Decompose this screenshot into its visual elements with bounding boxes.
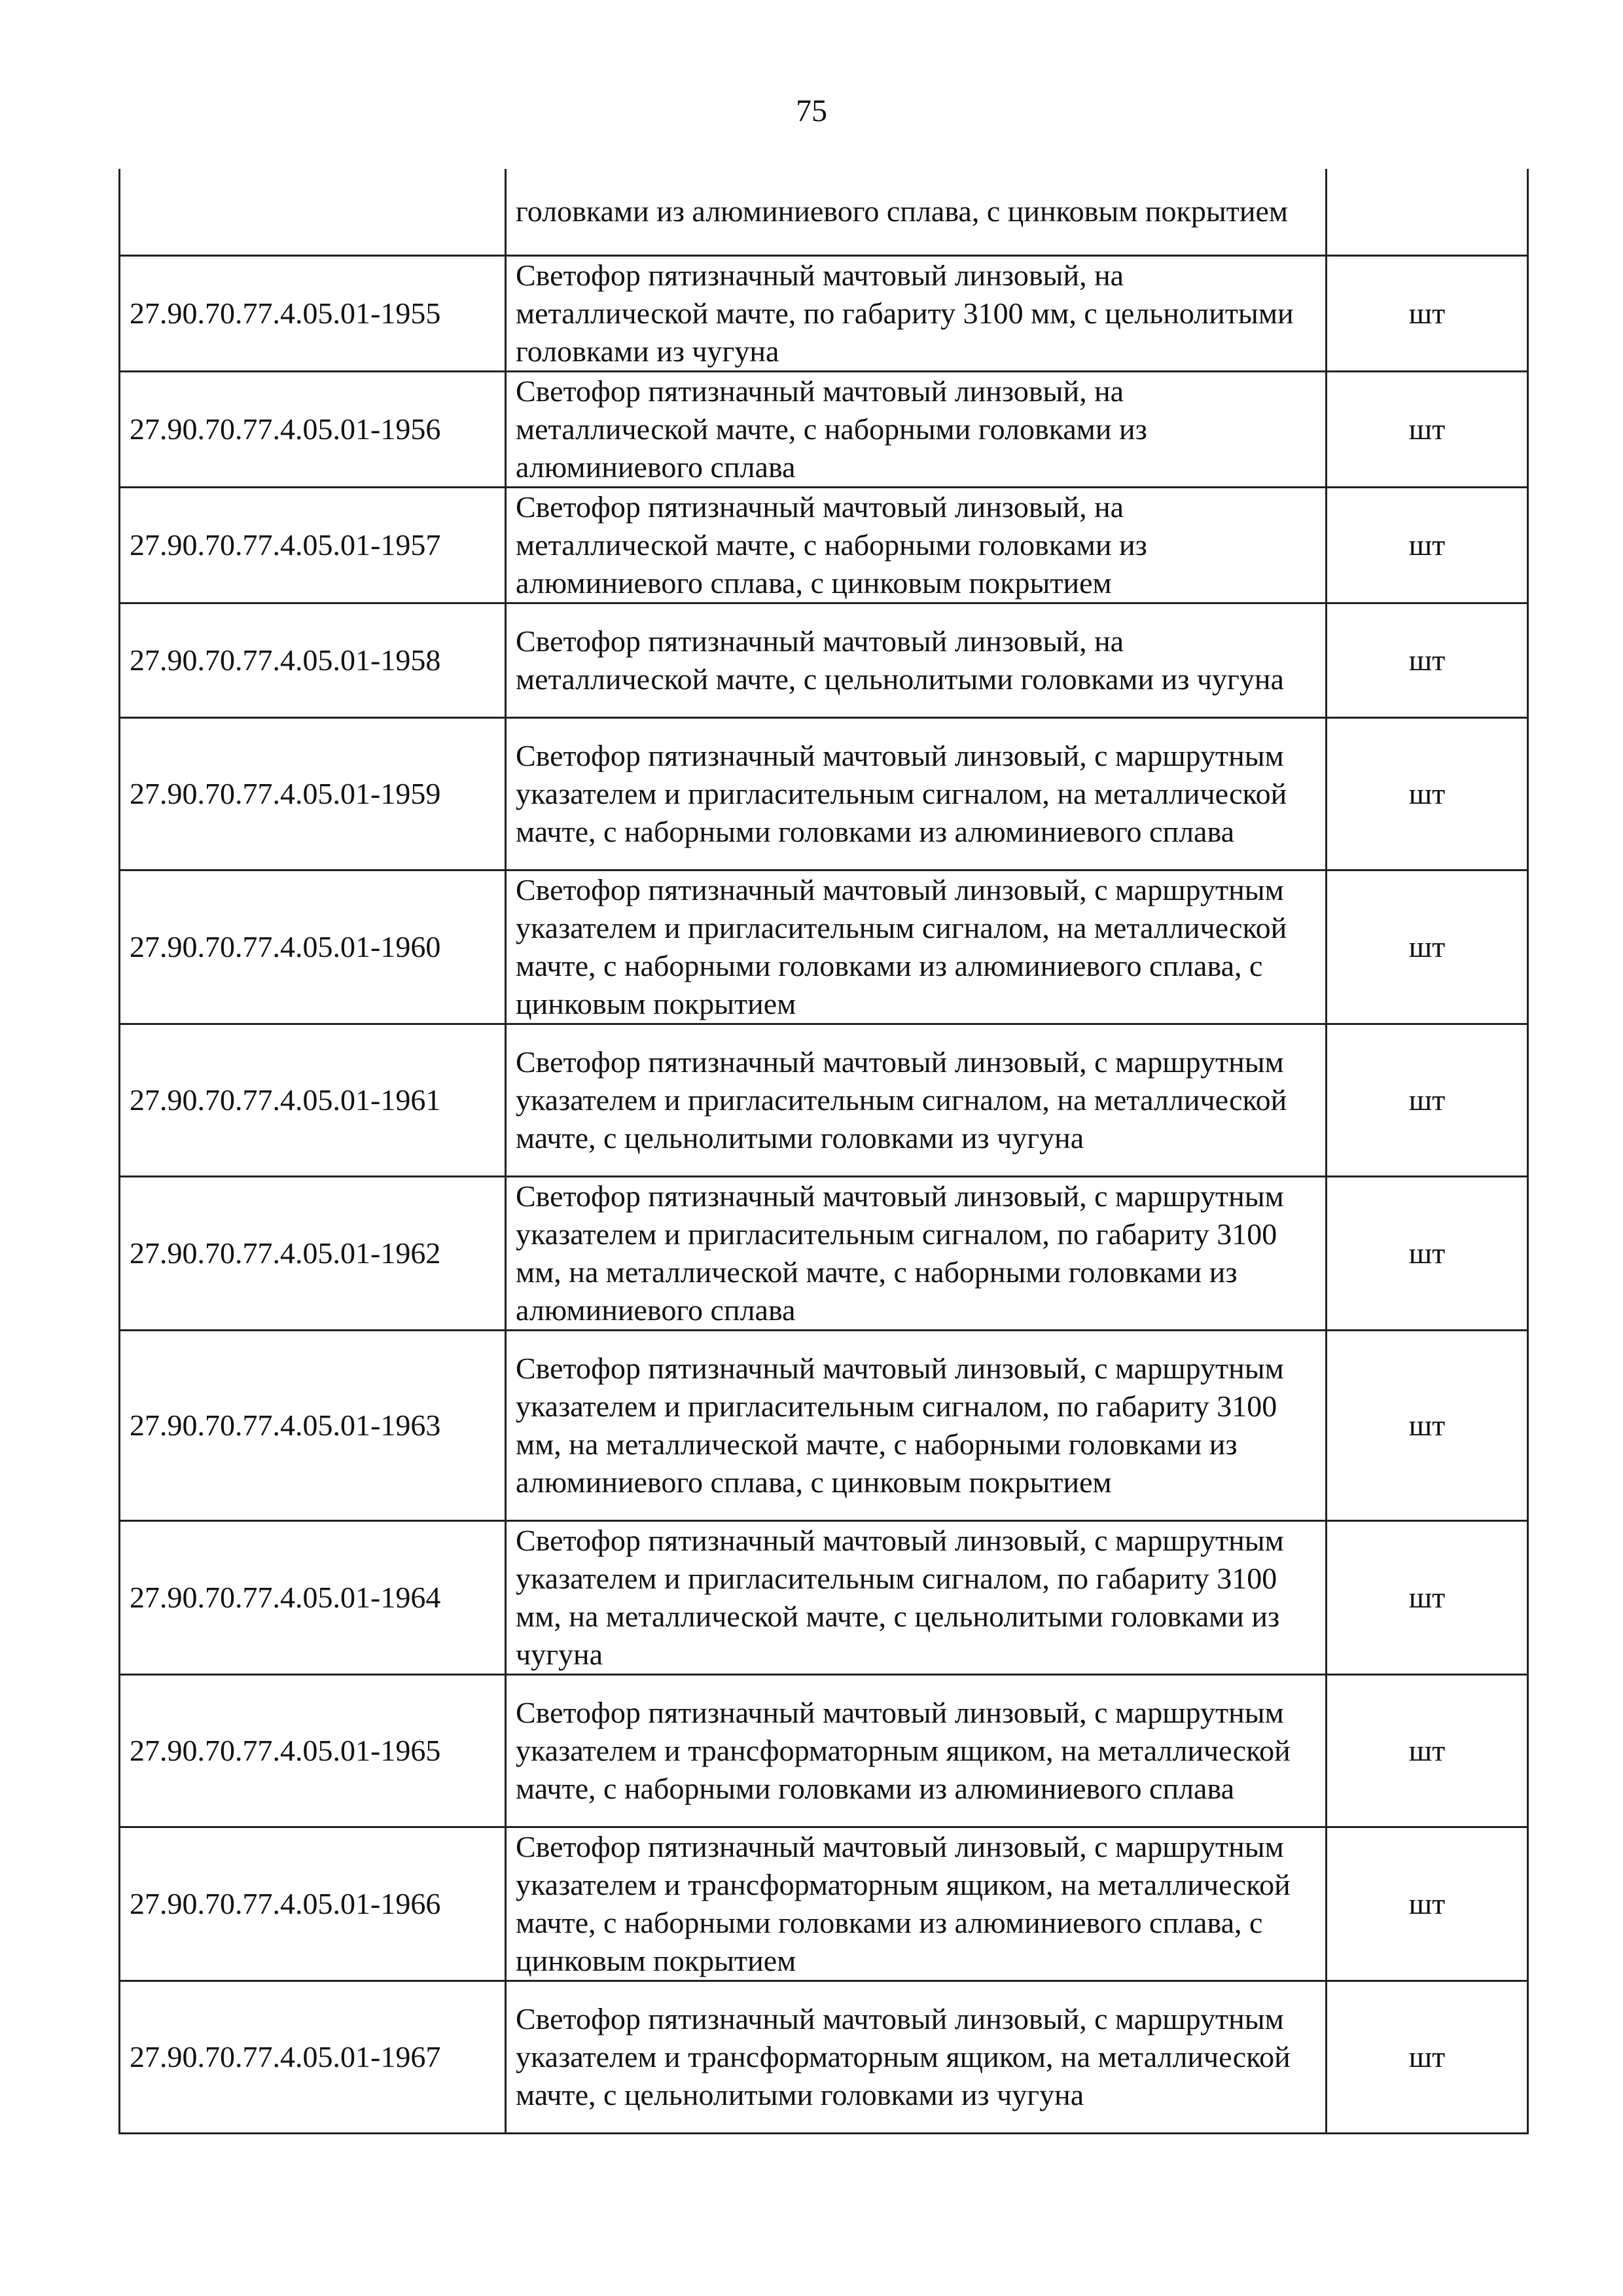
resource-code: 27.90.70.77.4.05.01-1959 [120, 717, 506, 870]
resource-description: Светофор пятизначный мачтовый линзовый, с маршрутным указателем и трансформаторным ящиком, на металлической мачте, с цельнолитыми головками из чугуна [506, 1981, 1327, 2133]
resource-description: Светофор пятизначный мачтовый линзовый, на металлической мачте, с наборными головками из алюминиевого сплава [506, 371, 1327, 487]
table-row [120, 487, 1528, 603]
unit-of-measure: шт [1327, 487, 1528, 603]
table-row [120, 603, 1528, 717]
resource-code: 27.90.70.77.4.05.01-1957 [120, 487, 506, 603]
resource-description: Светофор пятизначный мачтовый линзовый, с маршрутным указателем и пригласительным сигналом, по габариту 3100 мм, на металлической мачте, с наборными головками из алюминиевого сплава, с цинковым покрытием [506, 1330, 1327, 1520]
resource-code [120, 169, 506, 255]
resource-code: 27.90.70.77.4.05.01-1965 [120, 1674, 506, 1827]
table-row [120, 255, 1528, 371]
table-row [120, 1176, 1528, 1330]
resource-code: 27.90.70.77.4.05.01-1961 [120, 1024, 506, 1176]
resource-description: Светофор пятизначный мачтовый линзовый, на металлической мачте, с наборными головками из алюминиевого сплава, с цинковым покрытием [506, 487, 1327, 603]
table-row [120, 870, 1528, 1024]
resource-code: 27.90.70.77.4.05.01-1964 [120, 1520, 506, 1674]
table-row [120, 1827, 1528, 1981]
resource-code: 27.90.70.77.4.05.01-1962 [120, 1176, 506, 1330]
unit-of-measure: шт [1327, 255, 1528, 371]
resource-description: головками из алюминиевого сплава, с цинковым покрытием [506, 169, 1327, 255]
table-row [120, 1024, 1528, 1176]
resource-code: 27.90.70.77.4.05.01-1963 [120, 1330, 506, 1520]
unit-of-measure: шт [1327, 1981, 1528, 2133]
resource-code: 27.90.70.77.4.05.01-1967 [120, 1981, 506, 2133]
resource-code: 27.90.70.77.4.05.01-1955 [120, 255, 506, 371]
unit-of-measure: шт [1327, 1674, 1528, 1827]
unit-of-measure: шт [1327, 1330, 1528, 1520]
unit-of-measure: шт [1327, 1520, 1528, 1674]
unit-of-measure: шт [1327, 1827, 1528, 1981]
resource-description: Светофор пятизначный мачтовый линзовый, на металлической мачте, по габариту 3100 мм, с цельнолитыми головками из чугуна [506, 255, 1327, 371]
unit-of-measure: шт [1327, 371, 1528, 487]
table-row [120, 371, 1528, 487]
unit-of-measure: шт [1327, 603, 1528, 717]
resource-description: Светофор пятизначный мачтовый линзовый, с маршрутным указателем и пригласительным сигналом, на металлической мачте, с наборными головками из алюминиевого сплава, с цинковым покрытием [506, 870, 1327, 1024]
unit-of-measure [1327, 169, 1528, 255]
unit-of-measure: шт [1327, 1024, 1528, 1176]
resource-code: 27.90.70.77.4.05.01-1966 [120, 1827, 506, 1981]
table-row [120, 169, 1528, 255]
resource-code: 27.90.70.77.4.05.01-1960 [120, 870, 506, 1024]
table-row [120, 717, 1528, 870]
unit-of-measure: шт [1327, 870, 1528, 1024]
resource-code: 27.90.70.77.4.05.01-1956 [120, 371, 506, 487]
table-row [120, 1520, 1528, 1674]
table-row [120, 1674, 1528, 1827]
table-row [120, 1330, 1528, 1520]
resource-description: Светофор пятизначный мачтовый линзовый, на металлической мачте, с цельнолитыми головками из чугуна [506, 603, 1327, 717]
table-row [120, 1981, 1528, 2133]
resource-description: Светофор пятизначный мачтовый линзовый, с маршрутным указателем и пригласительным сигналом, на металлической мачте, с наборными головками из алюминиевого сплава [506, 717, 1327, 870]
page-number: 75 [796, 94, 827, 128]
resource-description: Светофор пятизначный мачтовый линзовый, с маршрутным указателем и трансформаторным ящиком, на металлической мачте, с наборными головками из алюминиевого сплава, с цинковым покрытием [506, 1827, 1327, 1981]
resource-description: Светофор пятизначный мачтовый линзовый, с маршрутным указателем и пригласительным сигналом, по габариту 3100 мм, на металлической мачте, с наборными головками из алюминиевого сплава [506, 1176, 1327, 1330]
resource-code: 27.90.70.77.4.05.01-1958 [120, 603, 506, 717]
unit-of-measure: шт [1327, 1176, 1528, 1330]
resource-table [118, 169, 1529, 2134]
resource-description: Светофор пятизначный мачтовый линзовый, с маршрутным указателем и пригласительным сигналом, по габариту 3100 мм, на металлической мачте, с цельнолитыми головками из чугуна [506, 1520, 1327, 1674]
unit-of-measure: шт [1327, 717, 1528, 870]
resource-description: Светофор пятизначный мачтовый линзовый, с маршрутным указателем и пригласительным сигналом, на металлической мачте, с цельнолитыми головками из чугуна [506, 1024, 1327, 1176]
resource-description: Светофор пятизначный мачтовый линзовый, с маршрутным указателем и трансформаторным ящиком, на металлической мачте, с наборными головками из алюминиевого сплава [506, 1674, 1327, 1827]
